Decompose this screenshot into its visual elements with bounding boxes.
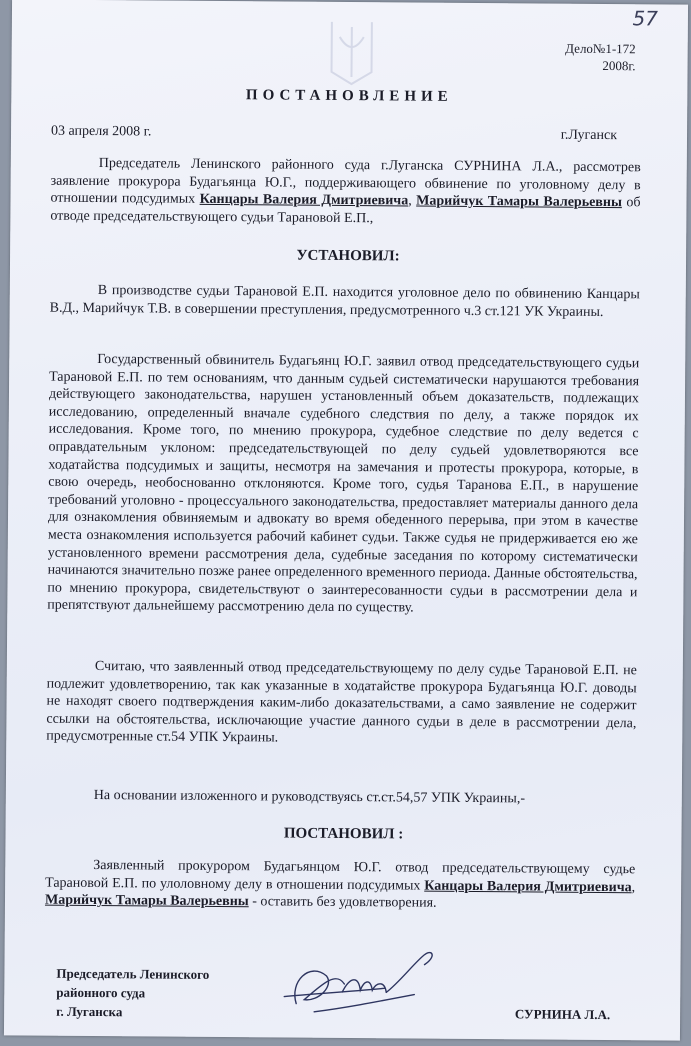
paragraph-4 [46, 787, 636, 809]
signature-title-block [56, 964, 209, 1022]
resolution-paragraph [45, 857, 635, 914]
paragraph-3-text: Считаю, что заявленный отвод председательствующему по делу судье Тарановой Е.П. не подлежит удовлетворению, так как указанные в ходатайстве прокурора Будагьянца Ю.Г. доводы не находят своего подтверждения каким-либо доказательствами, а само заявление не содержит ссылки на обстоятельства, исключающие участие данного судьи в деле в рассмотрении дела, предусмотренные ст.54 УПК Украины. [46, 659, 637, 746]
resolved-heading: ПОСТАНОВИЛ : [283, 825, 404, 843]
signature-title-line-1: Председатель Ленинского [56, 965, 210, 982]
case-number-line: Дело№1-172 [565, 40, 636, 57]
document-city: г.Луганск [560, 127, 618, 144]
paragraph-2-text: Государственный обвинитель Будагьянц Ю.Г. заявил отвод председательствующего судьи Тарановой Е.П. по тем основаниям, что данным судьей систематически нарушаются требования действующего законодательства, нарушен установленный объем доказательств, подлежащих исследованию, определенный вначале судебного следствия по делу, а также порядок их исследования. Кроме того, по мнению прокурора, судебное следствие по делу ведется с оправдательным уклоном: председательствующей по делу судьей удовлетворяются все ходатайства подсудимых и защиты, несмотря на замечания и протесты прокурора, которые, в свою очередь, необоснованно отклоняются. Кроме того, судья Таранова Е.П., в нарушение требований уголовно - процессуального законодательства, предоставляет материалы данного дела для ознакомления обвиняемым и адвокату во время обеденного перерыва, при этом в качестве места ознакомления используется рабочий кабинет судьи. Также судья не придерживается ею же установленного времени рассмотрения дела, судебные заседания по которому систематически начинаются значительно позже ранее определенного временного периода. Данные обстоятельства, по мнению прокурора, свидетельствуют о заинтересованности судьи в рассмотрении дела и препятствуют дальнейшему рассмотрению дела по существу. [47, 352, 640, 616]
paragraph-2 [47, 351, 639, 620]
resolution-defendant-1: Канцары Валерия Дмитриевича [424, 878, 632, 895]
document-date: 03 апреля 2008 г. [50, 123, 152, 140]
paragraph-4-text: На основании изложенного и руководствуясь ст.ст.54,57 УПК Украины,- [93, 788, 526, 807]
paragraph-3 [46, 658, 637, 751]
handwritten-signature-icon [274, 941, 455, 1022]
intro-text-1: Председатель Ленинского районного суда г.Луганска СУРНИНА Л.А., рассмотрев заявление прокурора Будагьянца Ю.Г., поддерживающего обвинение по уголовному делу в отношении подсудимых [50, 156, 641, 208]
defendant-name-2: Марийчук Тамары Валерьевны [416, 193, 622, 211]
case-year-line: 2008г. [602, 58, 636, 74]
signature-name: СУРНИНА Л.А. [514, 1006, 611, 1023]
resolution-defendant-2: Марийчук Тамары Валерьевны [44, 892, 249, 910]
established-heading: УСТАНОВИЛ: [296, 247, 400, 265]
resolution-separator: , [631, 879, 636, 895]
document-page [4, 0, 688, 1041]
intro-text-2: об отводе председательствующего судьи Тарановой Е.П., [50, 195, 641, 226]
watermark-emblem-icon [311, 2, 432, 93]
document-title: ПОСТАНОВЛЕНИЕ [245, 87, 453, 105]
intro-separator: , [408, 193, 417, 209]
paragraph-1 [50, 282, 640, 322]
page-number: 57 [632, 6, 659, 31]
resolution-text-1: Заявленный прокурором Будагьянцом Ю.Г. отвод председательствующему судье Тарановой Е.П. по улоловному делу в отношении подсудимых [45, 858, 636, 894]
paragraph-1-text: В производстве судьи Тарановой Е.П. находится уголовное дело по обвинению Канцары В.Д., Марийчук Т.В. в совершении преступления, предусмотренного ч.3 ст.121 УК Украины. [49, 283, 640, 320]
intro-paragraph [50, 155, 641, 230]
signature-title-line-3: г. Луганска [56, 1003, 123, 1020]
signature-title-line-2: районного суда [56, 984, 146, 1001]
case-number [565, 40, 636, 75]
resolution-text-2: - оставить без удовлетворения. [248, 894, 437, 911]
defendant-name-1: Канцары Валерия Дмитриевича [199, 192, 409, 209]
